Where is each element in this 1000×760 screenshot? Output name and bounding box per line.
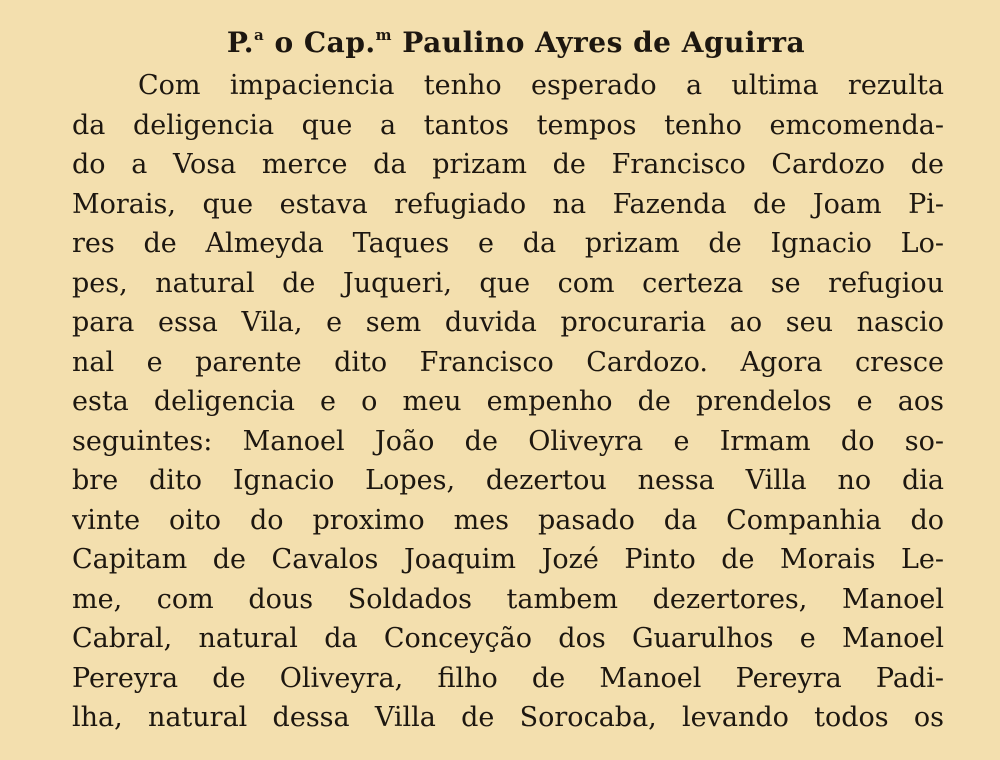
text-line: Capitam de Cavalos Joaquim Jozé Pinto de Morais Le- <box>72 544 944 575</box>
heading-prefix-superscript: a <box>253 26 265 44</box>
text-line: me, com dous Soldados tambem dezertores, Manoel <box>72 583 944 615</box>
text-line: res de Almeyda Taques e da prizam de Ignacio Lo- <box>72 228 944 259</box>
text-line: seguintes: Manoel João de Oliveyra e Irmam do so- <box>72 425 944 457</box>
text-line: Morais, que estava refugiado na Fazenda de Joam Pi- <box>72 188 944 220</box>
text-line: Pereyra de Oliveyra, filho de Manoel Pereyra Padi- <box>72 662 944 694</box>
heading-middle: o Cap. <box>264 26 376 59</box>
text-line: para essa Vila, e sem duvida procuraria ao seu nascio <box>72 307 944 338</box>
text-line: pes, natural de Juqueri, que com certeza se refugiou <box>72 267 944 299</box>
text-line: do a Vosa merce da prizam de Francisco Cardozo de <box>72 149 944 180</box>
text-line: lha, natural dessa Villa de Sorocaba, levando todos os <box>72 702 944 733</box>
heading-name: Paulino Ayres de Aguirra <box>392 26 806 59</box>
text-line: da deligencia que a tantos tempos tenho emcomenda- <box>72 109 944 141</box>
heading-prefix: P. <box>226 26 254 59</box>
letter-heading <box>72 26 944 60</box>
heading-middle-superscript: m <box>375 26 393 44</box>
letter-body <box>72 66 944 738</box>
text-line: Com impaciencia tenho esperado a ultima rezulta <box>138 70 944 101</box>
text-line: esta deligencia e o meu empenho de prendelos e aos <box>72 386 944 417</box>
text-line: nal e parente dito Francisco Cardozo. Agora cresce <box>72 346 944 378</box>
text-line: bre dito Ignacio Lopes, dezertou nessa Villa no dia <box>72 465 944 496</box>
text-line: Cabral, natural da Conceyção dos Guarulhos e Manoel <box>72 623 944 654</box>
text-line: vinte oito do proximo mes pasado da Companhia do <box>72 504 944 536</box>
